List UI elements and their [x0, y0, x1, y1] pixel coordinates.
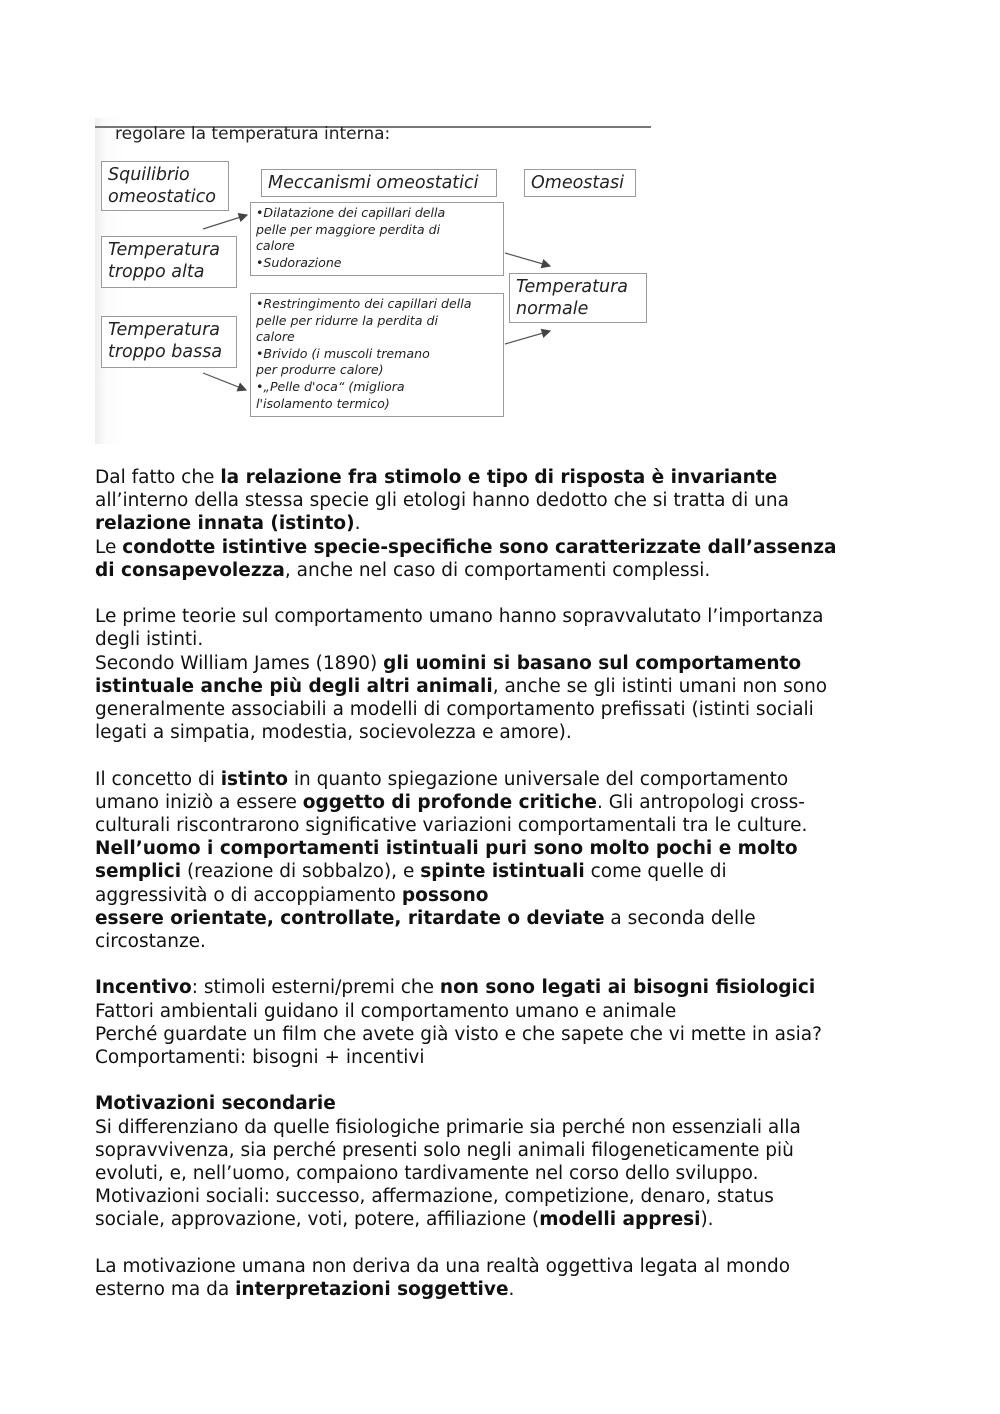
text-bold: di consapevolezza	[95, 559, 285, 581]
paragraph	[95, 1162, 915, 1185]
box-omeostasi	[524, 169, 636, 197]
text-run: .	[508, 1279, 515, 1301]
paragraph	[95, 768, 915, 791]
paragraph	[95, 1139, 915, 1162]
paragraph	[95, 536, 915, 559]
paragraph	[95, 1046, 915, 1069]
paragraph	[95, 837, 915, 860]
text-bold: interpretazioni soggettive	[235, 1279, 509, 1301]
text-bold: Incentivo	[95, 977, 192, 999]
text-run: La motivazione umana non deriva da una realtà oggettiva legata al mondo	[95, 1255, 791, 1277]
paragraph	[95, 1000, 915, 1023]
mechanism-line: •Sudorazione	[256, 254, 342, 270]
paragraph	[95, 860, 915, 883]
text-bold: relazione innata (istinto)	[95, 513, 355, 535]
paragraph	[95, 1208, 915, 1231]
text-run: Il concetto di	[95, 768, 221, 790]
mechanism-line: •Dilatazione dei capillari della	[256, 205, 446, 220]
text-bold: modelli appresi	[539, 1209, 701, 1231]
box-temperatura-troppo-alta	[101, 236, 237, 288]
text-bold: Nell’uomo i comportamenti istintuali puri sono molto pochi e molto	[95, 838, 798, 860]
text-bold: condotte istintive specie-specifiche sono caratterizzate dall’assenza	[122, 536, 837, 558]
text-run: esterno ma da	[95, 1279, 236, 1301]
box-squilibrio-omeostatico	[101, 161, 229, 211]
box-line: Temperatura	[108, 320, 221, 340]
mechanism-line: l'isolamento termico)	[256, 395, 390, 411]
box-line: troppo alta	[108, 262, 205, 282]
mechanism-line: •Brivido (i muscoli tremano	[256, 345, 430, 361]
paragraph	[95, 1255, 915, 1278]
mechanism-line: calore	[256, 329, 295, 345]
arrow-bassa-to-box	[203, 373, 246, 390]
box-line: normale	[516, 299, 589, 319]
box-line: Omeostasi	[531, 173, 624, 193]
paragraph	[95, 1185, 915, 1208]
paragraph	[95, 1116, 915, 1139]
paragraph	[95, 652, 915, 675]
box-line: Temperatura	[516, 277, 629, 297]
paragraph	[95, 489, 915, 512]
arrow-squilibrio-to-meccanismi	[203, 215, 247, 229]
text-run: Dal fatto che	[95, 467, 221, 488]
text-run: aggressività o di accoppiamento	[95, 884, 402, 906]
text-run: sociale, approvazione, voti, potere, affiliazione (	[95, 1209, 540, 1231]
paragraph	[95, 884, 915, 907]
paragraph	[95, 698, 915, 721]
paragraph	[95, 976, 915, 999]
box-line: troppo bassa	[108, 342, 223, 362]
text-run: .	[354, 513, 361, 535]
box-line: Meccanismi omeostatici	[268, 173, 479, 193]
text-run: degli istinti.	[95, 629, 204, 651]
text-run: Perché guardate un film che avete già visto e che sapete che vi mette in asia?	[95, 1023, 822, 1045]
paragraph	[95, 814, 915, 837]
box-mechanisms-low	[250, 293, 504, 417]
text-run: a seconda delle	[604, 907, 756, 929]
box-line: Temperatura	[108, 240, 221, 260]
box-temperatura-troppo-bassa	[101, 316, 237, 368]
arrow-box-alta-to-normale	[505, 253, 550, 266]
paragraph	[95, 721, 915, 744]
text-run: , anche nel caso di comportamenti complessi.	[284, 559, 711, 581]
document-body	[95, 466, 915, 1301]
text-run: sopravvivenza, sia perché presenti solo negli animali filogeneticamente più	[95, 1139, 794, 1161]
text-run: Secondo William James (1890)	[95, 652, 384, 674]
text-run: : stimoli esterni/premi che	[191, 977, 440, 999]
text-run: Si differenziano da quelle fisiologiche primarie sia perché non essenziali alla	[95, 1116, 801, 1138]
text-run: legati a simpatia, modestia, socievolezza e amore).	[95, 722, 572, 744]
text-run: Fattori ambientali guidano il comportamento umano e animale	[95, 1000, 677, 1022]
text-run: Motivazioni sociali: successo, affermazione, competizione, denaro, status	[95, 1186, 774, 1208]
text-run: Comportamenti: bisogni + incentivi	[95, 1047, 425, 1069]
text-run: evoluti, e, nell’uomo, compaiono tardivamente nel corso dello sviluppo.	[95, 1163, 759, 1185]
paragraph	[95, 930, 915, 953]
box-temperatura-normale	[509, 273, 647, 323]
text-bold: la relazione fra stimolo e tipo di risposta è invariante	[220, 467, 778, 488]
paragraph	[95, 628, 915, 651]
box-line: omeostatico	[108, 187, 216, 207]
mechanism-line: pelle per ridurre la perdita di	[256, 312, 438, 328]
text-run: culturali riscontrarono significative variazioni comportamentali tra le culture.	[95, 815, 808, 837]
text-run: ).	[700, 1209, 714, 1231]
text-bold: gli uomini si basano sul comportamento	[383, 652, 802, 674]
diagram-caption: regolare la temperatura interna:	[115, 124, 391, 144]
paragraph	[95, 605, 915, 628]
box-line: Squilibrio	[108, 165, 190, 185]
paragraph	[95, 675, 915, 698]
text-run: Le prime teorie sul comportamento umano hanno sopravvalutato l’importanza	[95, 606, 824, 628]
box-mechanisms-high	[250, 202, 504, 276]
text-bold: istintuale anche più degli altri animali	[95, 675, 493, 697]
mechanism-line: calore	[256, 238, 295, 254]
paragraph	[95, 907, 915, 930]
text-bold: non sono legati ai bisogni fisiologici	[439, 977, 816, 999]
text-bold: oggetto di profonde critiche	[302, 791, 597, 813]
text-run: (reazione di sobbalzo), e	[181, 861, 421, 883]
text-bold: semplici	[95, 861, 182, 883]
paragraph	[95, 466, 915, 489]
text-run: . Gli antropologi cross-	[596, 791, 805, 813]
section-heading	[95, 1092, 915, 1115]
paragraph	[95, 791, 915, 814]
text-run: Le	[95, 536, 123, 558]
mechanism-line: pelle per maggiore perdita di	[256, 221, 441, 237]
text-bold: possono	[401, 884, 489, 906]
paragraph	[95, 559, 915, 582]
mechanism-line: per produrre calore)	[256, 362, 384, 378]
text-bold: Motivazioni secondarie	[95, 1093, 336, 1115]
text-run: all’interno della stessa specie gli etologi hanno dedotto che si tratta di una	[95, 490, 789, 512]
paragraph	[95, 1023, 915, 1046]
arrow-box-bassa-to-normale	[505, 331, 550, 344]
text-bold: essere orientate, controllate, ritardate o deviate	[95, 907, 605, 929]
text-run: come quelle di	[584, 861, 727, 883]
text-run: umano iniziò a essere	[95, 791, 303, 813]
paragraph	[95, 1278, 915, 1301]
text-run: generalmente associabili a modelli di comportamento prefissati (istinti sociali	[95, 699, 814, 721]
text-run: circostanze.	[95, 931, 206, 953]
text-bold: istinto	[220, 768, 288, 790]
text-run: in quanto spiegazione universale del comportamento	[287, 768, 789, 790]
mechanism-line: •Restringimento dei capillari della	[256, 296, 472, 311]
paragraph	[95, 512, 915, 535]
box-meccanismi-omeostatici	[261, 169, 497, 197]
mechanism-line: •„Pelle d'oca“ (migliora	[256, 378, 405, 394]
text-run: , anche se gli istinti umani non sono	[492, 675, 828, 697]
text-bold: spinte istintuali	[420, 861, 585, 883]
homeostasis-diagram	[95, 118, 651, 444]
